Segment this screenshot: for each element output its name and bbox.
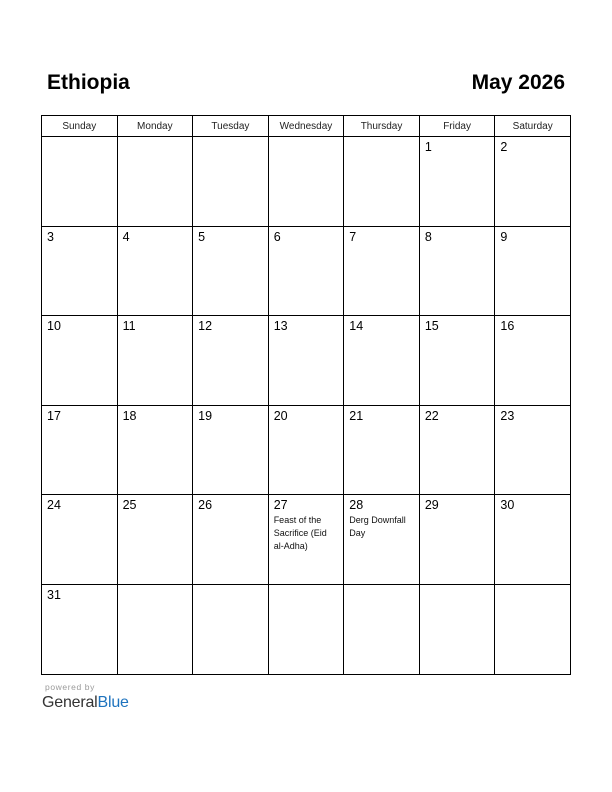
day-number: 14 (349, 319, 364, 334)
country-title: Ethiopia (47, 71, 130, 94)
day-cell (268, 405, 344, 495)
day-number: 23 (500, 408, 515, 423)
day-number: 26 (198, 498, 213, 513)
day-number: 30 (500, 498, 515, 513)
day-cell (419, 137, 495, 227)
day-number: 11 (122, 319, 136, 334)
week-row (42, 137, 571, 227)
day-number: 16 (500, 319, 515, 334)
day-number: 29 (424, 498, 439, 513)
day-number: 15 (424, 319, 439, 334)
day-number: 7 (349, 229, 357, 244)
week-row (42, 584, 571, 674)
weekday-header-friday: Friday (419, 116, 495, 137)
empty-day-cell (193, 137, 269, 227)
day-cell (419, 316, 495, 406)
month-year-title: May 2026 (471, 71, 565, 94)
empty-day-cell (117, 137, 193, 227)
day-number: 17 (47, 408, 61, 423)
day-cell (344, 495, 420, 585)
day-cell (42, 226, 118, 316)
day-number: 12 (198, 319, 213, 334)
day-number: 2 (500, 140, 508, 154)
day-cell (495, 137, 571, 227)
day-number: 8 (424, 229, 432, 244)
week-row (42, 226, 571, 316)
day-number: 4 (122, 229, 130, 244)
day-cell (117, 226, 193, 316)
day-number: 18 (122, 408, 137, 423)
generalblue-logo[interactable] (42, 694, 129, 712)
day-number: 5 (198, 229, 206, 244)
day-number: 21 (349, 408, 364, 423)
week-row (42, 316, 571, 406)
calendar-grid (41, 115, 571, 675)
day-number: 13 (273, 319, 288, 334)
powered-by-label: powered by (45, 682, 95, 692)
day-cell (495, 226, 571, 316)
weekday-header-wednesday: Wednesday (268, 116, 344, 137)
weekday-header-thursday: Thursday (344, 116, 420, 137)
day-cell (344, 316, 420, 406)
day-cell (42, 584, 118, 674)
logo-text-general: General (42, 694, 98, 711)
logo-text-blue: Blue (97, 694, 129, 711)
day-cell (268, 316, 344, 406)
weekday-header-monday: Monday (117, 116, 193, 137)
day-cell (193, 495, 269, 585)
empty-day-cell (419, 584, 495, 674)
day-cell (117, 495, 193, 585)
day-cell (495, 405, 571, 495)
day-number: 1 (424, 140, 432, 154)
empty-day-cell (268, 584, 344, 674)
day-number: 20 (273, 408, 288, 423)
day-cell (42, 405, 118, 495)
day-cell (117, 316, 193, 406)
week-row (42, 495, 571, 585)
weekday-header-saturday: Saturday (495, 116, 571, 137)
weekday-header-sunday: Sunday (42, 116, 118, 137)
day-cell (193, 226, 269, 316)
day-number: 19 (198, 408, 213, 423)
day-cell (495, 495, 571, 585)
day-number: 3 (47, 229, 54, 244)
weekday-header-row (42, 116, 571, 137)
holiday-label: Feast of the Sacrifice (Eid al-Adha) (273, 515, 327, 552)
day-number: 27 (273, 498, 288, 513)
day-cell (495, 316, 571, 406)
empty-day-cell (344, 584, 420, 674)
day-cell (42, 316, 118, 406)
day-number: 24 (47, 498, 61, 513)
day-cell (42, 495, 118, 585)
day-cell (268, 495, 344, 585)
empty-day-cell (42, 137, 118, 227)
day-number: 10 (47, 319, 61, 334)
day-cell (268, 226, 344, 316)
day-cell (117, 405, 193, 495)
day-number: 6 (273, 229, 281, 244)
day-cell (419, 405, 495, 495)
day-cell (193, 405, 269, 495)
day-cell (344, 405, 420, 495)
weekday-header-tuesday: Tuesday (193, 116, 269, 137)
day-cell (193, 316, 269, 406)
day-cell (419, 495, 495, 585)
week-row (42, 405, 571, 495)
holiday-label: Derg Downfall Day (349, 515, 406, 539)
day-number: 25 (122, 498, 137, 513)
empty-day-cell (495, 584, 571, 674)
calendar-body (42, 137, 571, 675)
day-number: 22 (424, 408, 439, 423)
empty-day-cell (193, 584, 269, 674)
empty-day-cell (344, 137, 420, 227)
day-cell (419, 226, 495, 316)
day-cell (344, 226, 420, 316)
day-number: 9 (500, 229, 508, 244)
empty-day-cell (268, 137, 344, 227)
empty-day-cell (117, 584, 193, 674)
day-number: 28 (349, 498, 364, 513)
day-number: 31 (47, 587, 61, 602)
